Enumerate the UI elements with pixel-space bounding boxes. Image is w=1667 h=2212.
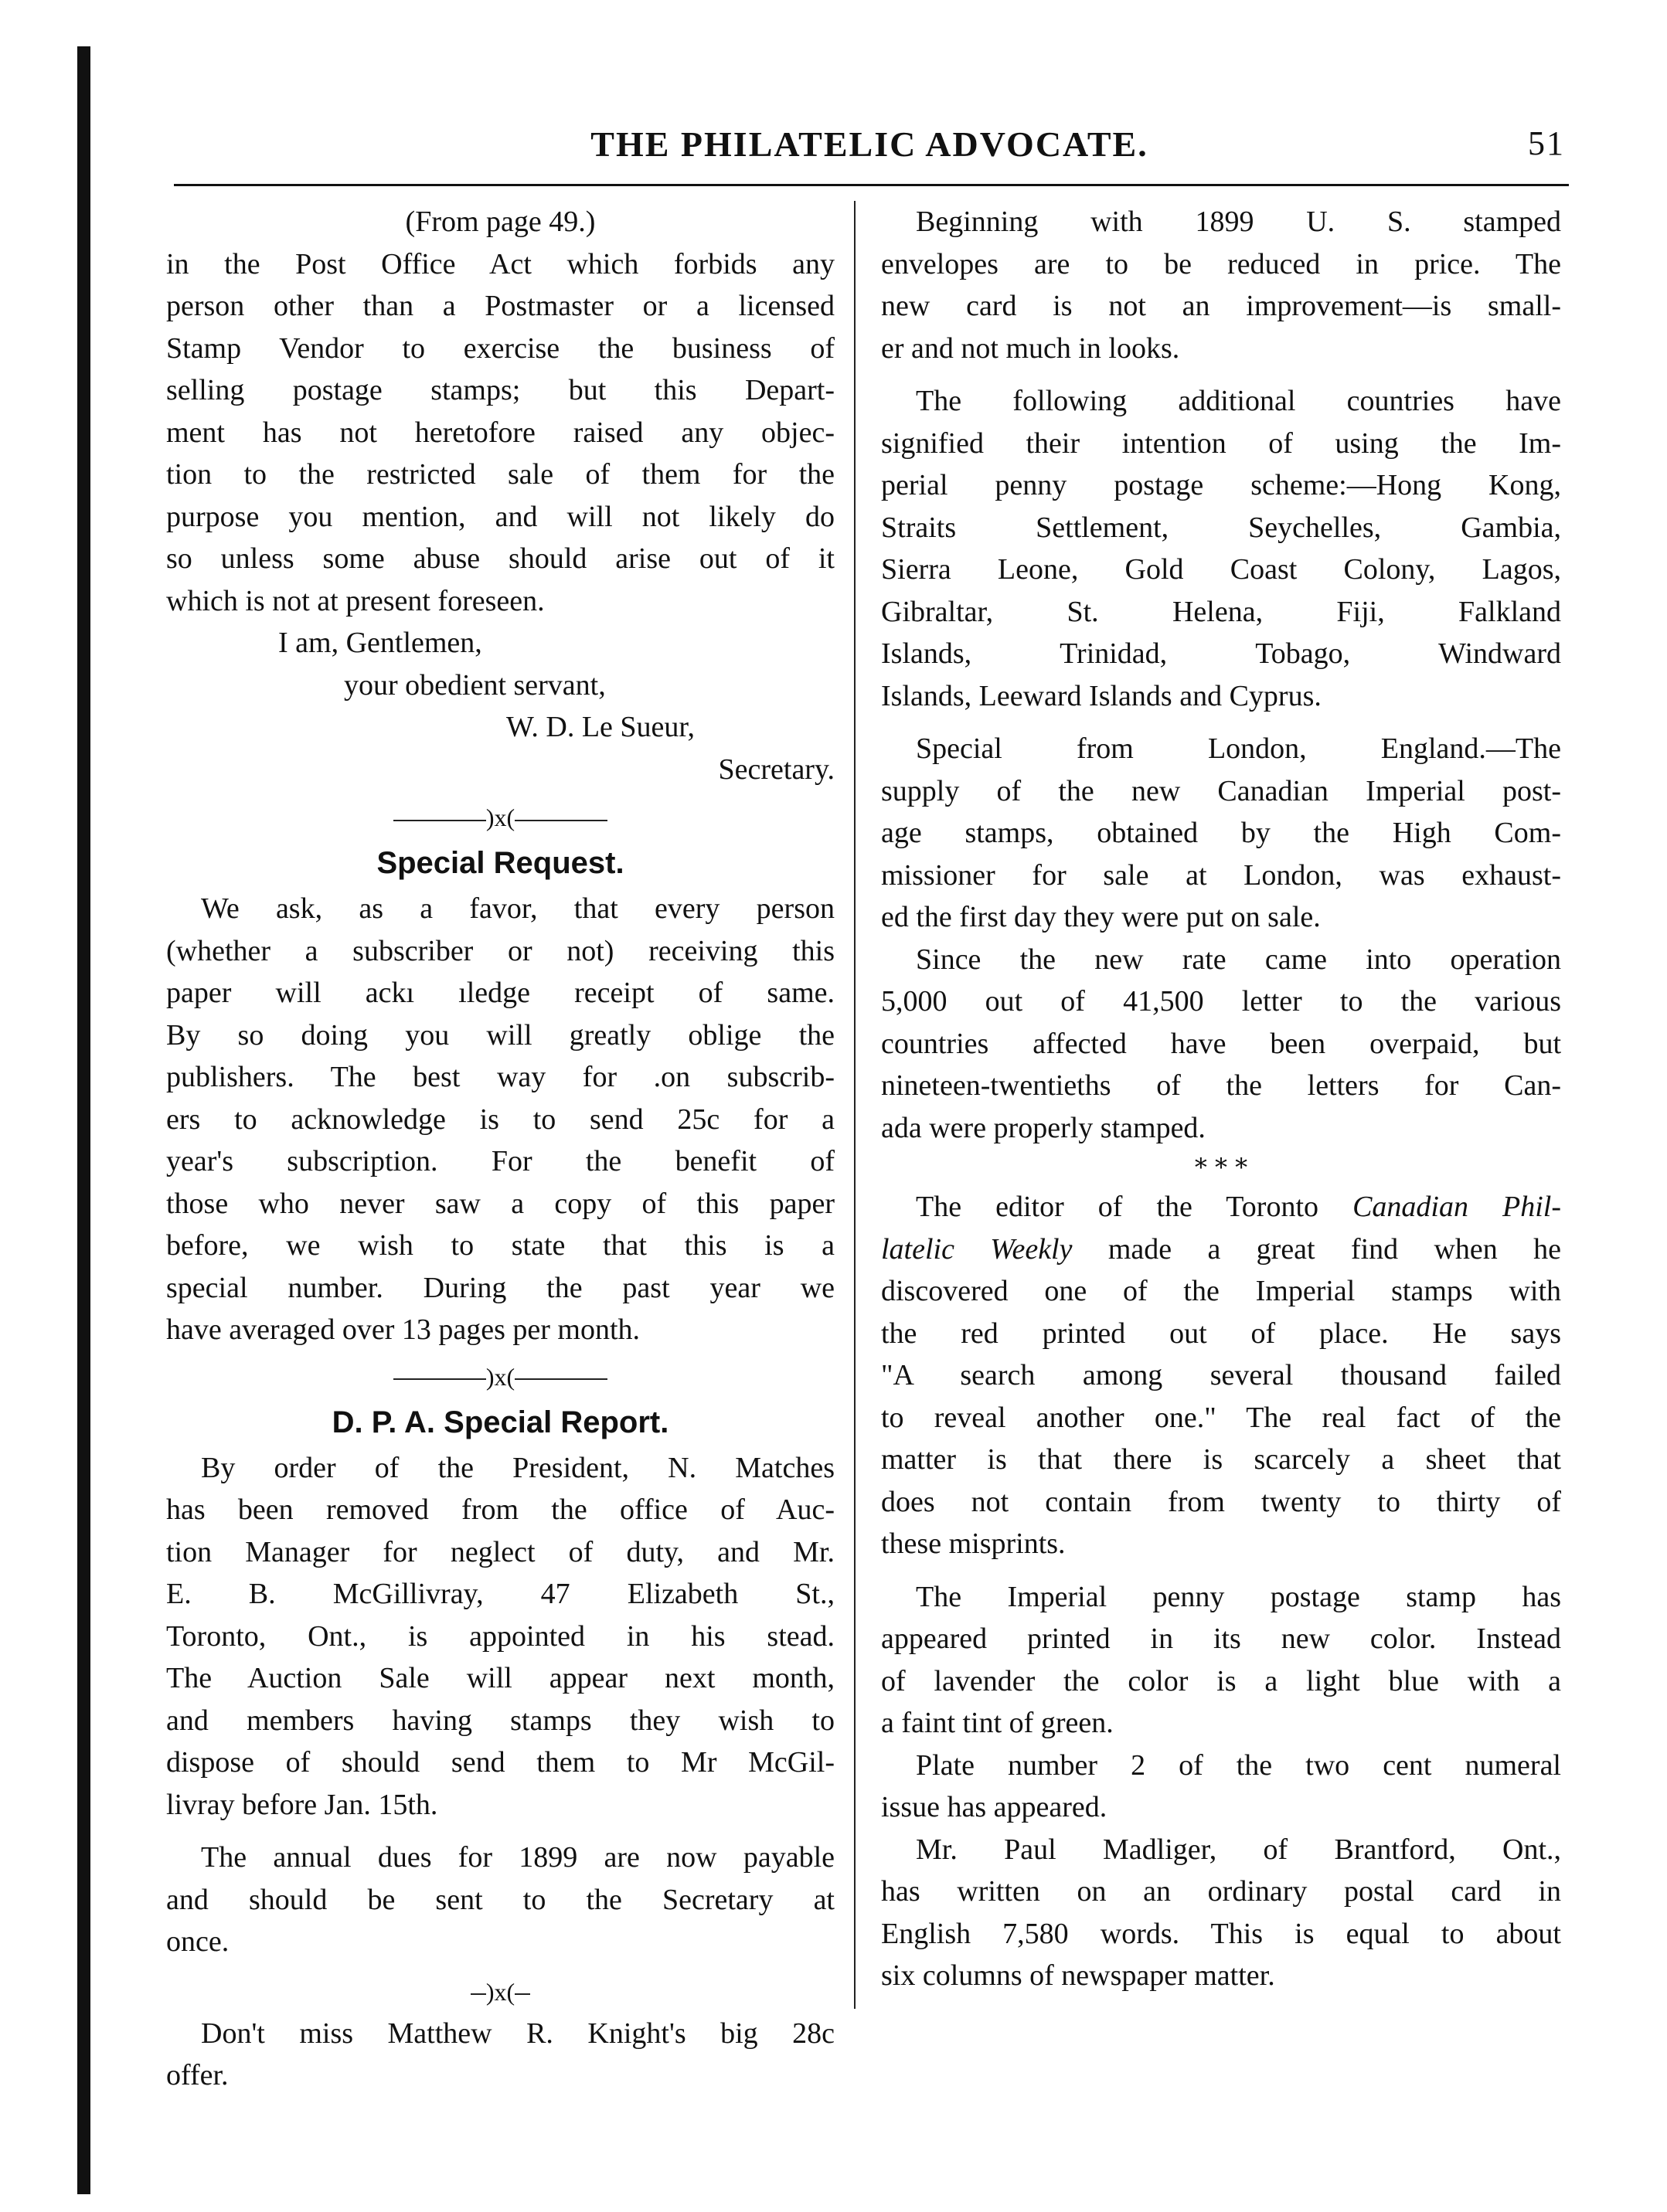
page-header <box>174 124 1565 170</box>
dpa-report-body <box>166 1447 835 1826</box>
letter-body <box>166 243 835 623</box>
editor-paragraph <box>881 1186 1561 1565</box>
column-divider <box>854 201 856 2009</box>
text-line: The Imperial penny postage stamp has <box>916 1580 1561 1613</box>
text-line: Plate number 2 of the two cent numeral <box>916 1748 1561 1782</box>
signature-title: Secretary. <box>718 753 835 786</box>
text-line: special number. During the past year we <box>166 1271 835 1304</box>
text-line: in the Post Office Act which forbids any <box>166 247 835 280</box>
text-line: Since the new rate came into operation <box>916 943 1561 976</box>
text-line: Islands, Trinidad, Tobago, Windward <box>881 637 1561 670</box>
text-line: signified their intention of using the Im- <box>881 426 1561 460</box>
text-line: person other than a Postmaster or a licensed <box>166 290 835 322</box>
text-line: Stamp Vendor to exercise the business of <box>166 331 835 365</box>
knight-offer-paragraph <box>166 2013 835 2097</box>
text-line: We ask, as a favor, that every person <box>201 892 835 925</box>
text-line: By order of the President, N. Matches <box>201 1451 835 1484</box>
text-line: perial penny postage scheme:—Hong Kong, <box>881 469 1561 501</box>
text-line: E. B. McGillivray, 47 Elizabeth St., <box>166 1578 835 1610</box>
text-line: Toronto, Ont., is appointed in his stead. <box>166 1619 835 1653</box>
text-line: has been removed from the office of Auc- <box>166 1493 835 1526</box>
text-line: Beginning with 1899 U. S. stamped <box>916 206 1561 238</box>
text-line: issue has appeared. <box>881 1791 1107 1823</box>
text-line: ment has not heretofore raised any objec- <box>166 416 835 449</box>
text-line: publishers. The best way for .on subscrib- <box>166 1061 835 1093</box>
text-line: six columns of newspaper matter. <box>881 1959 1275 1992</box>
text-line: tion Manager for neglect of duty, and Mr. <box>166 1535 835 1568</box>
text-line: 5,000 out of 41,500 letter to the various <box>881 985 1561 1018</box>
text-line: so unless some abuse should arise out of it <box>166 542 835 575</box>
special-request-heading: Special Request. <box>376 846 624 880</box>
text-line: supply of the new Canadian Imperial post- <box>881 774 1561 807</box>
text-line: envelopes are to be reduced in price. The <box>881 247 1561 280</box>
text-line: "A search among several thousand failed <box>881 1359 1561 1391</box>
text-line: and members having stamps they wish to <box>166 1704 835 1737</box>
section-divider: )x( <box>166 1356 835 1398</box>
left-column <box>166 201 835 2097</box>
text-line: once. <box>166 1925 230 1958</box>
text-line: and should be sent to the Secretary at <box>166 1883 835 1916</box>
text-line: year's subscription. For the benefit of <box>166 1145 835 1177</box>
text-line: paper will ackı ıledge receipt of same. <box>166 977 835 1009</box>
text-line: to reveal another one." The real fact of the <box>881 1401 1561 1434</box>
text-line: does not contain from twenty to thirty of <box>881 1485 1561 1518</box>
text-line: Special from London, England.—The <box>916 732 1561 765</box>
annual-dues-paragraph <box>166 1837 835 1963</box>
text-line: before, we wish to state that this is a <box>166 1229 835 1262</box>
text-line: has written on an ordinary postal card in <box>881 1875 1561 1908</box>
text-line: Mr. Paul Madliger, of Brantford, Ont., <box>916 1833 1561 1866</box>
text-line: of lavender the color is a light blue with a <box>881 1664 1561 1697</box>
text-line: The Auction Sale will appear next month, <box>166 1662 835 1694</box>
text-line: English 7,580 words. This is equal to about <box>881 1917 1561 1950</box>
plate-number-paragraph <box>881 1745 1561 1829</box>
text-line: countries affected have been overpaid, but <box>881 1027 1561 1060</box>
rate-paragraph <box>881 939 1561 1150</box>
text-line: ers to acknowledge is to send 25c for a <box>166 1103 835 1136</box>
text-line: matter is that there is scarcely a sheet that <box>881 1443 1561 1476</box>
text-line: ed the first day they were put on sale. <box>881 901 1321 933</box>
signature: W. D. Le Sueur, <box>506 711 696 743</box>
envelopes-paragraph <box>881 201 1561 369</box>
text-line: The annual dues for 1899 are now payable <box>201 1841 835 1874</box>
text-line: appeared printed in its new color. Instead <box>881 1622 1561 1655</box>
london-paragraph <box>881 728 1561 939</box>
countries-paragraph <box>881 380 1561 717</box>
text-line: Straits Settlement, Seychelles, Gambia, <box>881 511 1561 544</box>
text-line: the red printed out of place. He says <box>881 1317 1561 1350</box>
text-line: which is not at present foreseen. <box>166 584 545 617</box>
text-line: dispose of should send them to Mr McGil- <box>166 1746 835 1779</box>
text-line: those who never saw a copy of this paper <box>166 1187 835 1220</box>
page-number: 51 <box>1528 124 1565 162</box>
text-line: these misprints. <box>881 1527 1066 1560</box>
text-line: new card is not an improvement—is small- <box>881 290 1561 322</box>
text-line: er and not much in looks. <box>881 331 1180 365</box>
asterism-divider: * * * <box>1194 1153 1248 1182</box>
special-request-body <box>166 888 835 1351</box>
text-line: age stamps, obtained by the High Com- <box>881 817 1561 849</box>
text-line: latelic Weekly made a great find when he <box>881 1232 1561 1266</box>
text-line: nineteen-twentieths of the letters for Can- <box>881 1069 1561 1102</box>
letter-closing: your obedient servant, <box>344 668 606 702</box>
section-divider: )x( <box>166 1971 835 2013</box>
text-line: selling postage stamps; but this Depart- <box>166 374 835 406</box>
text-line: (whether a subscriber or not) receiving this <box>166 934 835 967</box>
text-line: ada were properly stamped. <box>881 1111 1206 1144</box>
text-line: offer. <box>166 2059 229 2091</box>
right-column <box>881 201 1561 1997</box>
text-line: discovered one of the Imperial stamps with <box>881 1275 1561 1307</box>
letter-closing: I am, Gentlemen, <box>278 627 482 659</box>
text-line: tion to the restricted sale of them for the <box>166 458 835 491</box>
text-line: By so doing you will greatly oblige the <box>166 1018 835 1052</box>
text-line: have averaged over 13 pages per month. <box>166 1313 641 1346</box>
madliger-paragraph <box>881 1829 1561 1997</box>
text-line: Don't miss Matthew R. Knight's big 28c <box>201 2017 835 2050</box>
text-line: The following additional countries have <box>916 385 1561 417</box>
text-line: purpose you mention, and will not likely do <box>166 500 835 533</box>
text-line: missioner for sale at London, was exhaust- <box>881 858 1561 892</box>
publication-title: THE PHILATELIC ADVOCATE. <box>590 124 1148 164</box>
text-line: Islands, Leeward Islands and Cyprus. <box>881 679 1322 712</box>
text-line: a faint tint of green. <box>881 1707 1114 1739</box>
header-rule <box>174 184 1569 186</box>
new-color-paragraph <box>881 1576 1561 1745</box>
binding-edge <box>77 46 90 2194</box>
dpa-report-heading: D. P. A. Special Report. <box>332 1405 669 1439</box>
continued-from: (From page 49.) <box>405 206 596 238</box>
text-line: Sierra Leone, Gold Coast Colony, Lagos, <box>881 553 1561 586</box>
text-line: livray before Jan. 15th. <box>166 1788 438 1821</box>
section-divider: )x( <box>166 797 835 838</box>
text-line: The editor of the Toronto Canadian Phil- <box>916 1191 1561 1223</box>
text-line: Gibraltar, St. Helena, Fiji, Falkland <box>881 595 1561 628</box>
